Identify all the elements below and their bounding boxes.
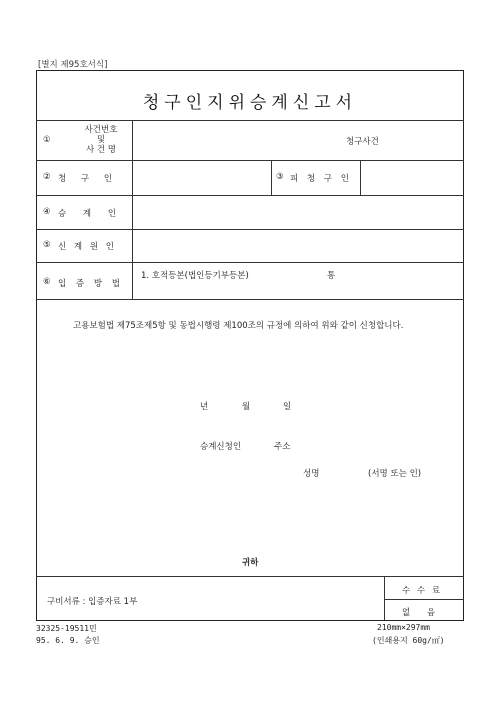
statement: 고용보험법 제75조제5항 및 동법시행령 제100조의 규정에 의하여 위와 같이 신청합니다. — [73, 321, 404, 331]
divider — [360, 160, 361, 195]
case-number-label: 및 — [96, 135, 106, 145]
applicant-label: 승계신청인 — [200, 442, 242, 452]
seal-note: (서명 또는 인) — [368, 469, 422, 479]
paper-type: (인쇄용지 60g/㎡) — [372, 636, 445, 645]
name-label: 성명 — [303, 469, 320, 479]
divider — [271, 160, 272, 195]
row-number: ⑥ — [43, 277, 51, 287]
fee-label: 수 수 료 — [402, 586, 441, 596]
fee-value: 없 음 — [402, 608, 436, 618]
form-title: 청구인지위승계신고서 — [142, 93, 358, 113]
divider — [36, 229, 464, 230]
date-day: 일 — [283, 402, 292, 412]
row-number: ② — [43, 172, 51, 182]
paper-size: 210mm×297mm — [377, 623, 430, 632]
respondent-label: 피 청 구 인 — [290, 174, 349, 184]
reason-label: 신 계 원 인 — [58, 242, 114, 252]
divider — [36, 299, 464, 300]
proof-label: 입 증 방 법 — [58, 279, 120, 289]
row-number: ⑤ — [43, 240, 51, 250]
respondent-field[interactable] — [362, 162, 462, 194]
divider — [132, 120, 133, 299]
proof-item: 1. 호적등본(법인등기부등본) — [141, 271, 249, 281]
form-tag: [별지 제95호서식] — [38, 60, 108, 70]
claimant-field[interactable] — [134, 162, 270, 194]
row-number: ④ — [43, 207, 51, 217]
proof-unit: 통 — [327, 271, 336, 281]
divider — [384, 599, 464, 600]
address-label: 주소 — [274, 442, 291, 452]
date-year: 년 — [200, 402, 209, 412]
successor-label: 승 계 인 — [58, 209, 117, 219]
case-type: 청구사건 — [346, 137, 379, 147]
form-code: 32325-19511민 — [36, 624, 97, 633]
case-number-label: 사건번호 — [84, 125, 118, 135]
case-name-label: 사 건 명 — [85, 145, 117, 155]
divider — [384, 576, 385, 621]
approval-date: 95. 6. 9. 승인 — [36, 636, 100, 645]
divider — [36, 120, 464, 121]
addressee: 귀하 — [242, 558, 259, 568]
divider — [36, 576, 464, 577]
divider — [36, 160, 464, 161]
claimant-label: 청 구 인 — [58, 174, 113, 184]
row-number: ③ — [276, 172, 284, 182]
reason-field[interactable] — [134, 231, 462, 261]
row-number: ① — [43, 135, 51, 145]
attachments: 구비서류 : 입증자료 1부 — [47, 597, 138, 607]
divider — [36, 262, 464, 263]
successor-field[interactable] — [134, 197, 462, 228]
divider — [36, 195, 464, 196]
date-month: 월 — [242, 402, 251, 412]
